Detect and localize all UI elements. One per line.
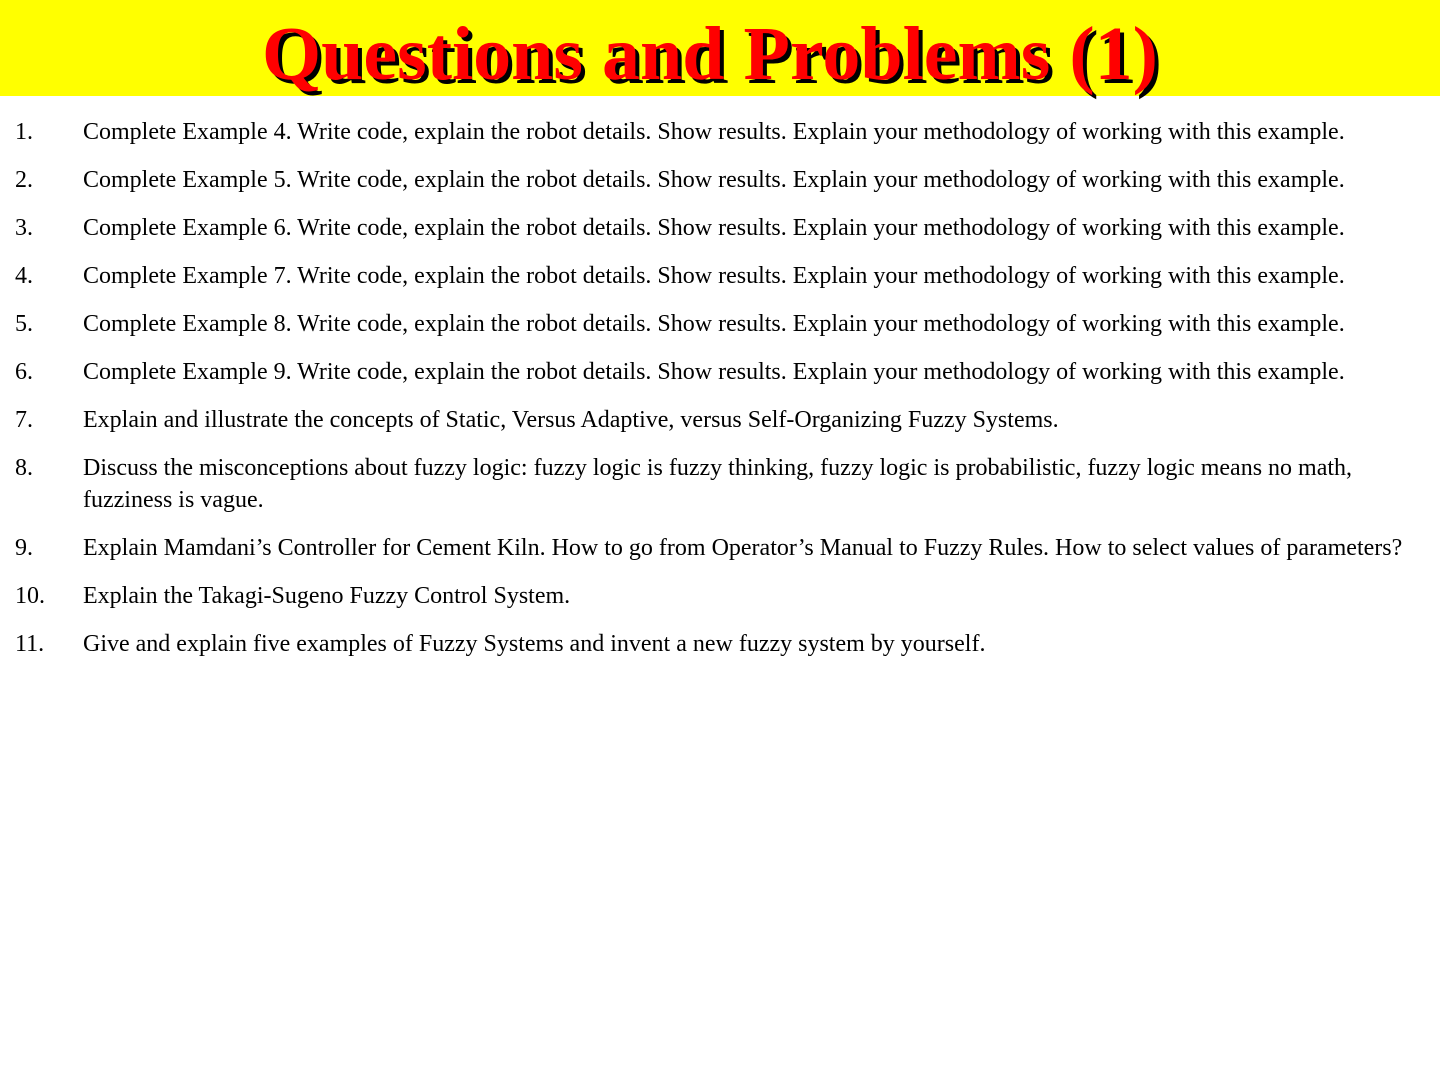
list-item	[0, 308, 1440, 340]
item-text: Explain the Takagi-Sugeno Fuzzy Control System.	[83, 583, 571, 609]
list-item	[0, 404, 1440, 436]
list-item	[0, 532, 1440, 564]
item-number: 4.	[15, 263, 33, 289]
list-item	[0, 452, 1440, 516]
item-text: Complete Example 7. Write code, explain the robot details. Show results. Explain your methodology of working with this example.	[83, 263, 1345, 289]
list-item	[0, 212, 1440, 244]
item-text: Complete Example 4. Write code, explain the robot details. Show results. Explain your methodology of working with this example.	[83, 119, 1345, 145]
list-item	[0, 116, 1440, 148]
list-item	[0, 356, 1440, 388]
item-number: 10.	[15, 583, 45, 609]
item-number: 1.	[15, 119, 33, 145]
question-list	[0, 116, 1440, 676]
item-number: 6.	[15, 359, 33, 385]
item-text: Give and explain five examples of Fuzzy Systems and invent a new fuzzy system by yourself.	[83, 631, 986, 657]
item-number: 2.	[15, 167, 33, 193]
list-item	[0, 580, 1440, 612]
item-text: Complete Example 8. Write code, explain the robot details. Show results. Explain your methodology of working with this example.	[83, 311, 1345, 337]
item-text: Explain and illustrate the concepts of Static, Versus Adaptive, versus Self-Organizing Fuzzy Systems.	[83, 407, 1059, 433]
list-item	[0, 164, 1440, 196]
item-number: 11.	[15, 631, 45, 657]
item-number: 5.	[15, 311, 33, 337]
item-number: 8.	[15, 455, 33, 481]
item-number: 3.	[15, 215, 33, 241]
item-number: 7.	[15, 407, 33, 433]
list-item	[0, 260, 1440, 292]
item-text: Discuss the misconceptions about fuzzy logic: fuzzy logic is fuzzy thinking, fuzzy logic is probabilistic, fuzzy logic means no math, fuzziness is vague.	[83, 455, 1353, 513]
item-number: 9.	[15, 535, 33, 561]
item-text: Complete Example 5. Write code, explain the robot details. Show results. Explain your methodology of working with this example.	[83, 167, 1345, 193]
page-title: Questions and Problems (1)	[262, 12, 1158, 96]
item-text: Complete Example 6. Write code, explain the robot details. Show results. Explain your methodology of working with this example.	[83, 215, 1345, 241]
item-text: Explain Mamdani’s Controller for Cement Kiln. How to go from Operator’s Manual to Fuzzy Rules. How to select values of parameters?	[83, 535, 1403, 561]
list-item	[0, 628, 1440, 660]
item-text: Complete Example 9. Write code, explain the robot details. Show results. Explain your methodology of working with this example.	[83, 359, 1345, 385]
